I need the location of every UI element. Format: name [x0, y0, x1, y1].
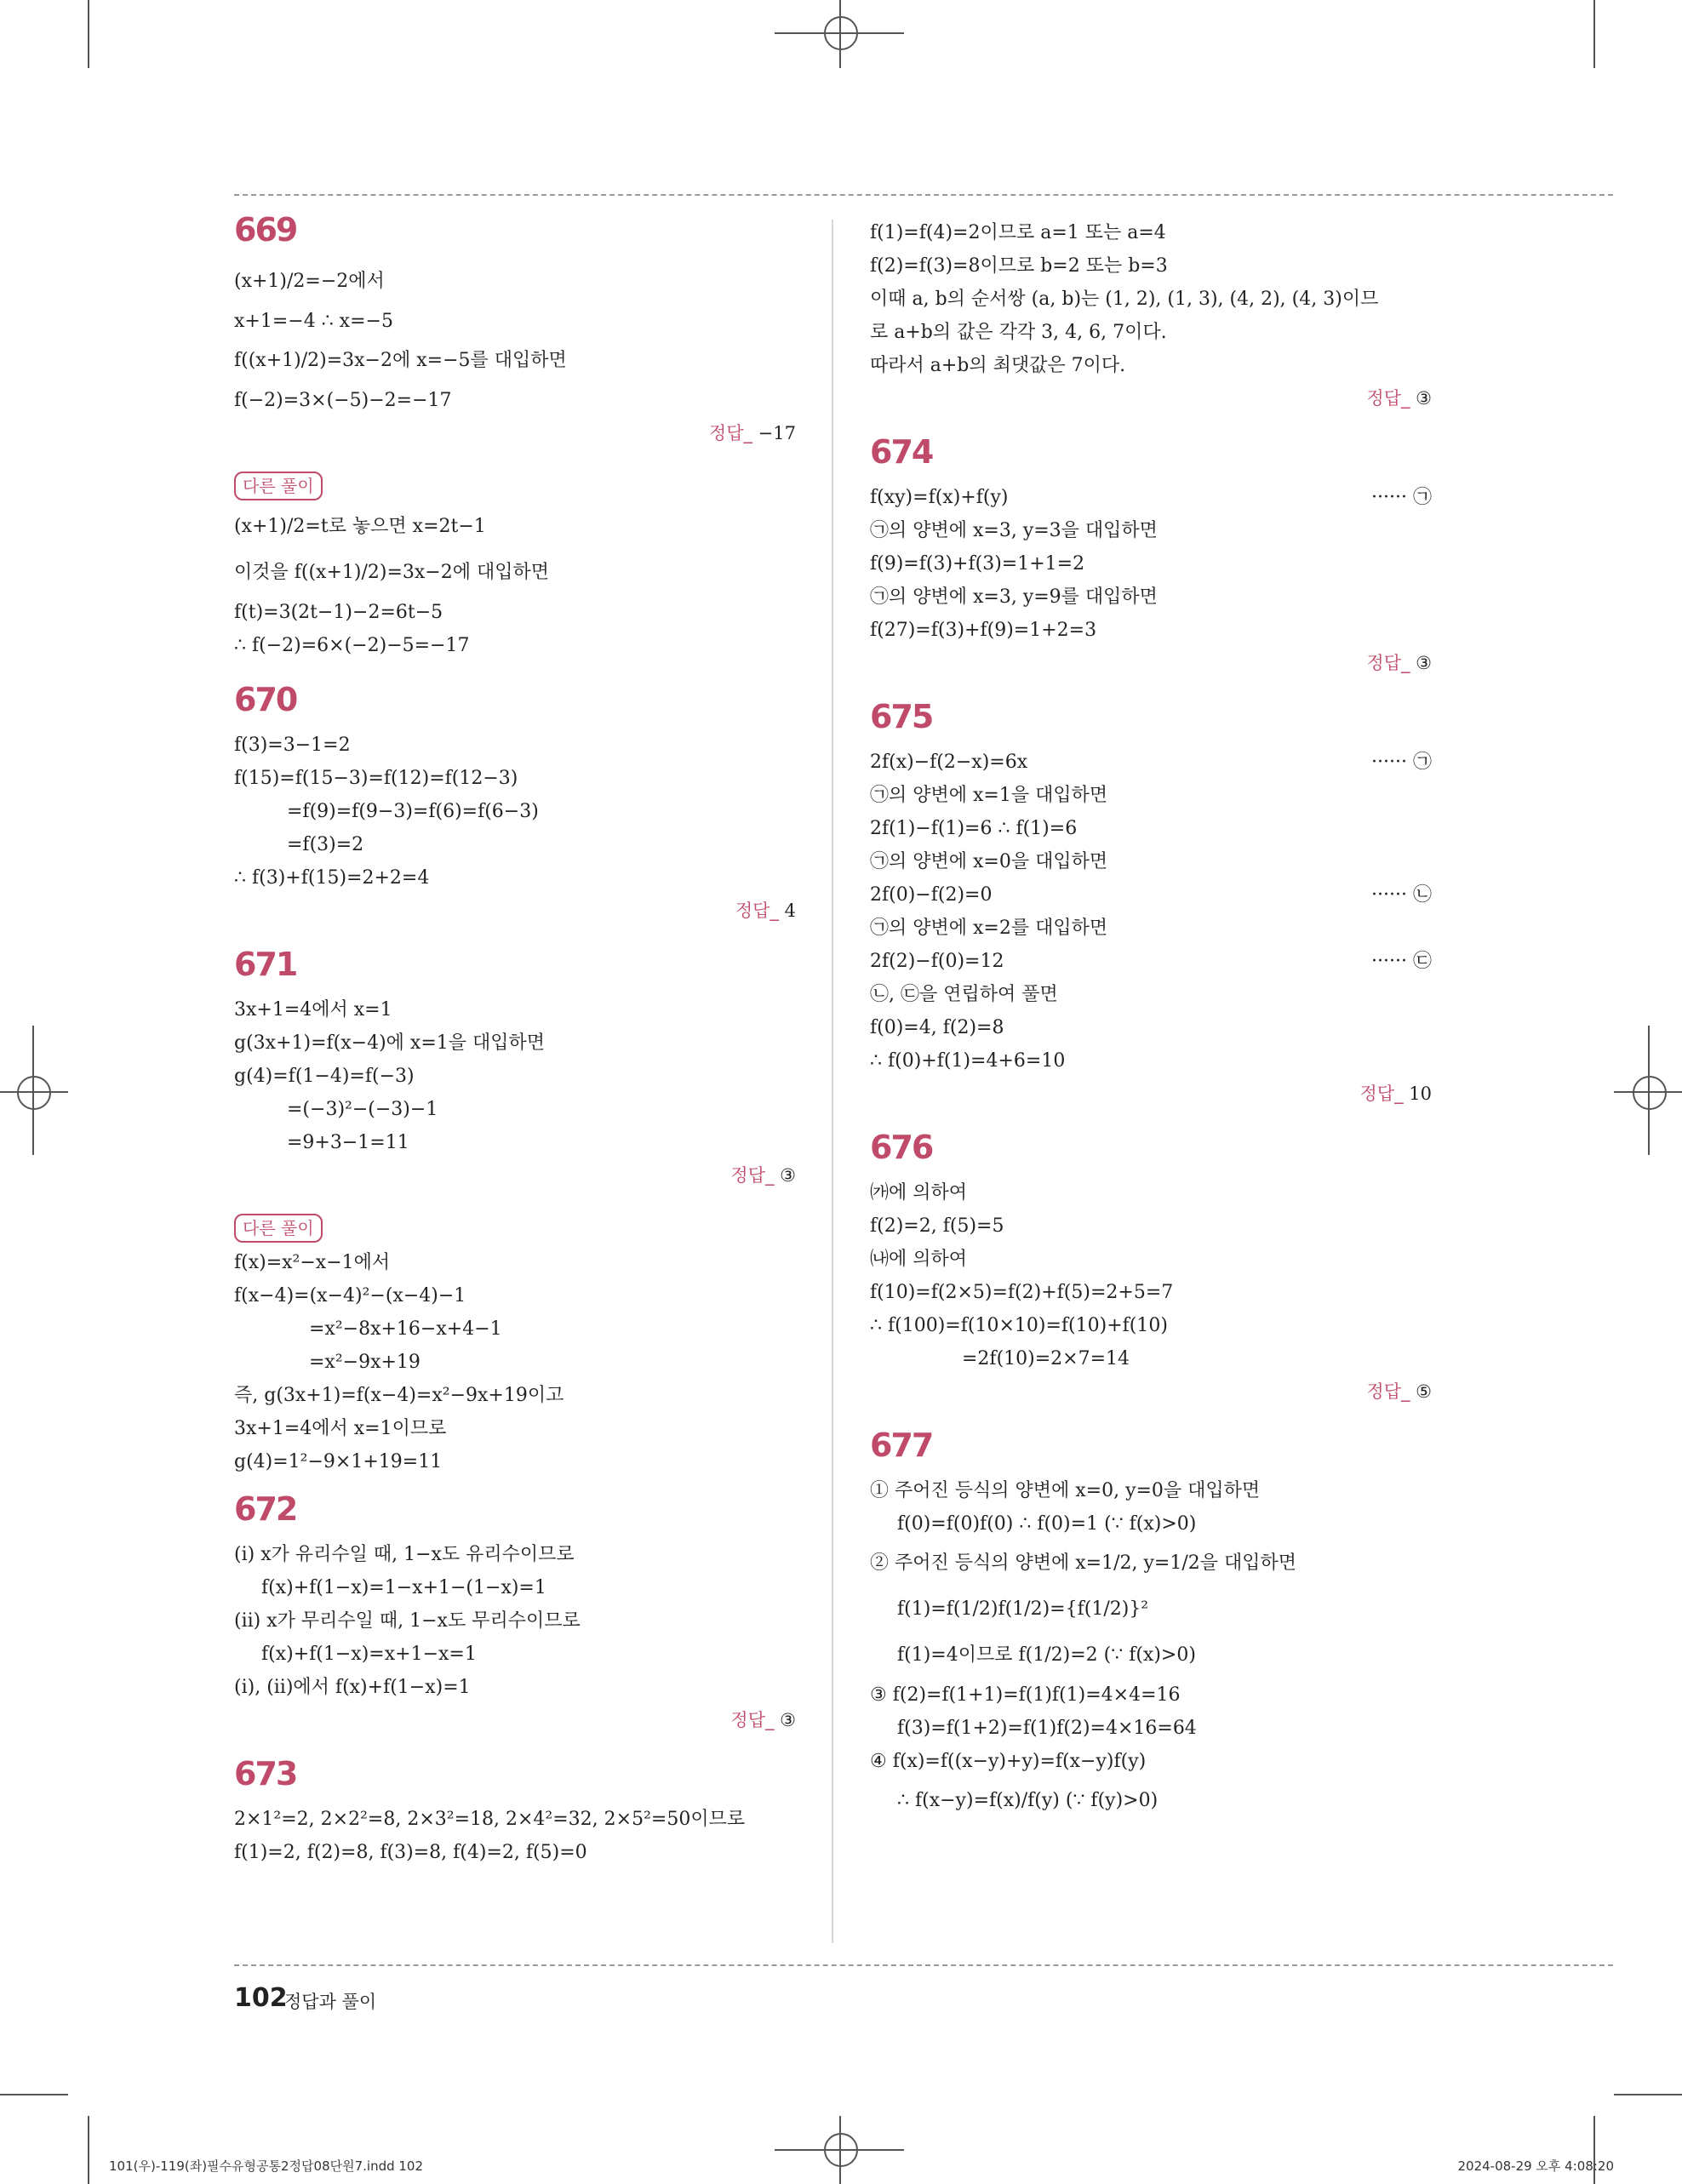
- problem-number: 672: [234, 1490, 297, 1528]
- solution-line: =x²−8x+16−x+4−1: [309, 1318, 502, 1340]
- answer-label: 정답_: [730, 1710, 775, 1730]
- answer-label: 정답_: [1366, 1381, 1410, 1402]
- crop-mark: [88, 0, 89, 68]
- page-number: 102: [234, 1983, 288, 2013]
- solution-line: 따라서 a+b의 최댓값은 7이다.: [870, 355, 1126, 376]
- answer-label: 정답_: [1366, 388, 1410, 409]
- top-divider: [234, 194, 1613, 196]
- solution-line: f(27)=f(3)+f(9)=1+2=3: [870, 620, 1097, 641]
- solution-line: 이때 a, b의 순서쌍 (a, b)는 (1, 2), (1, 3), (4, 2), (4, 3)이므: [870, 289, 1379, 310]
- solution-line: [870, 481, 1432, 514]
- answer-label: 정답_: [730, 1165, 775, 1186]
- solution-line: =f(9)=f(9−3)=f(6)=f(6−3): [287, 801, 539, 822]
- solution-line: (ⅱ) x가 무리수일 때, 1−x도 무리수이므로: [234, 1610, 581, 1632]
- solution-line: f(−2)=3×(−5)−2=−17: [234, 390, 452, 411]
- right-column: [870, 216, 1432, 1824]
- solution-line: ㈎에 의하여: [870, 1182, 968, 1203]
- solution-line: f((x+1)/2)=3x−2에 x=−5를 대입하면: [234, 350, 567, 371]
- column-divider: [832, 220, 833, 1943]
- problem-number: 676: [870, 1129, 933, 1166]
- alt-solution-badge: 다른 풀이: [234, 1214, 323, 1243]
- answer: [234, 895, 796, 927]
- answer: [870, 1375, 1432, 1408]
- solution-line: 2f(1)−f(1)=6 ∴ f(1)=6: [870, 818, 1078, 839]
- solution-line: 3x+1=4에서 x=1이므로: [234, 1418, 447, 1439]
- solution-line: f(x)+f(1−x)=x+1−x=1: [261, 1644, 477, 1665]
- solution-line: f(1)=2, f(2)=8, f(3)=8, f(4)=2, f(5)=0: [234, 1842, 587, 1863]
- crop-mark: [88, 2116, 89, 2184]
- alt-solution-badge: 다른 풀이: [234, 472, 323, 500]
- registration-circle-icon: [824, 16, 858, 50]
- solution-line: ∴ f(3)+f(15)=2+2=4: [234, 867, 430, 889]
- answer-label: 정답_: [1359, 1083, 1404, 1104]
- answer-value: 10: [1409, 1083, 1432, 1104]
- solution-line: [870, 945, 1432, 978]
- solution-line: f(x)=x²−x−1에서: [234, 1252, 391, 1273]
- solution-line: =x²−9x+19: [309, 1352, 420, 1373]
- solution-line: g(4)=1²−9×1+19=11: [234, 1451, 443, 1472]
- solution-line: ∴ f(0)+f(1)=4+6=10: [870, 1050, 1066, 1072]
- answer: [870, 382, 1432, 415]
- problem-number: 677: [870, 1426, 933, 1464]
- solution-line: x+1=−4 ∴ x=−5: [234, 311, 393, 332]
- solution-line: ③ f(2)=f(1+1)=f(1)f(1)=4×4=16: [870, 1684, 1181, 1706]
- solution-line: g(3x+1)=f(x−4)에 x=1을 대입하면: [234, 1032, 546, 1054]
- solution-line: f(2)=2, f(5)=5: [870, 1215, 1004, 1237]
- answer: [234, 1159, 796, 1192]
- solution-line: f(1)=4이므로 f(1/2)=2 (∵ f(x)>0): [897, 1644, 1196, 1666]
- answer-label: 정답_: [1366, 653, 1410, 673]
- solution-line: f(2)=f(3)=8이므로 b=2 또는 b=3: [870, 255, 1168, 277]
- solution-line: ∴ f(−2)=6×(−2)−5=−17: [234, 635, 470, 656]
- solution-line: ㉠의 양변에 x=2를 대입하면: [870, 918, 1108, 939]
- equation: 2f(2)−f(0)=12: [870, 951, 1004, 972]
- answer-value: ③: [1416, 388, 1432, 409]
- bottom-divider: [234, 1964, 1613, 1966]
- answer: [870, 647, 1432, 679]
- solution-line: =(−3)²−(−3)−1: [287, 1099, 438, 1120]
- solution-line: (x+1)/2=t로 놓으면 x=2t−1: [234, 516, 486, 537]
- equation: 2f(x)−f(2−x)=6x: [870, 752, 1028, 773]
- answer: [234, 1704, 796, 1736]
- solution-line: ㈏에 의하여: [870, 1249, 968, 1270]
- crop-mark: [0, 2094, 68, 2095]
- answer-label: 정답_: [735, 900, 779, 921]
- solution-line: f(x−4)=(x−4)²−(x−4)−1: [234, 1285, 466, 1306]
- equation-marker: ······ ㉠: [1371, 752, 1432, 773]
- solution-line: 즉, g(3x+1)=f(x−4)=x²−9x+19이고: [234, 1385, 564, 1406]
- answer-value: ⑤: [1416, 1381, 1432, 1402]
- solution-line: 3x+1=4에서 x=1: [234, 999, 392, 1021]
- answer-value: ③: [780, 1710, 796, 1730]
- problem-number: 673: [234, 1755, 297, 1792]
- solution-line: f(0)=4, f(2)=8: [870, 1017, 1004, 1038]
- solution-line: (ⅰ), (ⅱ)에서 f(x)+f(1−x)=1: [234, 1677, 471, 1698]
- problem-number: 675: [870, 698, 933, 735]
- timestamp-slug: 2024-08-29 오후 4:08:20: [1457, 2158, 1614, 2174]
- file-slug: 101(우)-119(좌)필수유형공통2정답08단원7.indd 102: [109, 2158, 424, 2174]
- problem-number: 669: [234, 211, 297, 249]
- answer-value: −17: [758, 423, 796, 443]
- answer-label: 정답_: [708, 423, 752, 443]
- solution-line: (ⅰ) x가 유리수일 때, 1−x도 유리수이므로: [234, 1544, 575, 1565]
- equation-marker: ······ ㉠: [1371, 487, 1432, 508]
- problem-number: 671: [234, 946, 297, 983]
- answer-value: ③: [780, 1165, 796, 1186]
- registration-circle-icon: [1633, 1076, 1667, 1110]
- solution-line: =f(3)=2: [287, 834, 364, 855]
- answer: [234, 417, 796, 449]
- answer: [870, 1078, 1432, 1110]
- answer-value: 4: [784, 900, 796, 921]
- solution-line: f(10)=f(2×5)=f(2)+f(5)=2+5=7: [870, 1282, 1174, 1303]
- solution-line: f(1)=f(1/2)f(1/2)={f(1/2)}²: [897, 1598, 1149, 1620]
- solution-line: f(0)=f(0)f(0) ∴ f(0)=1 (∵ f(x)>0): [897, 1513, 1197, 1535]
- solution-line: ㉠의 양변에 x=3, y=9를 대입하면: [870, 586, 1158, 608]
- solution-line: f(9)=f(3)+f(3)=1+1=2: [870, 553, 1085, 575]
- solution-line: ㉠의 양변에 x=3, y=3을 대입하면: [870, 520, 1158, 541]
- solution-line: ∴ f(100)=f(10×10)=f(10)+f(10): [870, 1315, 1168, 1336]
- left-column: [234, 204, 796, 1869]
- equation-marker: ······ ㉢: [1371, 951, 1432, 972]
- equation: 2f(0)−f(2)=0: [870, 884, 993, 906]
- solution-line: f(15)=f(15−3)=f(12)=f(12−3): [234, 768, 518, 789]
- solution-line: (x+1)/2=−2에서: [234, 271, 385, 292]
- solution-line: 로 a+b의 값은 각각 3, 4, 6, 7이다.: [870, 322, 1167, 343]
- solution-line: ㉠의 양변에 x=1을 대입하면: [870, 785, 1108, 806]
- solution-line: f(3)=3−1=2: [234, 735, 351, 756]
- registration-circle-icon: [17, 1076, 51, 1110]
- solution-line: f(1)=f(4)=2이므로 a=1 또는 a=4: [870, 222, 1166, 243]
- section-title: 정답과 풀이: [284, 1992, 377, 2012]
- solution-line: ④ f(x)=f((x−y)+y)=f(x−y)f(y): [870, 1751, 1147, 1772]
- solution-line: =9+3−1=11: [287, 1132, 409, 1153]
- problem-number: 674: [870, 433, 933, 471]
- crop-mark: [1593, 0, 1595, 68]
- problem-number: 670: [234, 681, 297, 718]
- solution-line: 이것을 f((x+1)/2)=3x−2에 대입하면: [234, 562, 549, 583]
- solution-line: g(4)=f(1−4)=f(−3): [234, 1066, 415, 1087]
- solution-line: ㉠의 양변에 x=0을 대입하면: [870, 851, 1108, 872]
- solution-line: ① 주어진 등식의 양변에 x=0, y=0을 대입하면: [870, 1480, 1261, 1501]
- solution-line: 2×1²=2, 2×2²=8, 2×3²=18, 2×4²=32, 2×5²=50이므로: [234, 1809, 746, 1830]
- solution-line: ㉡, ㉢을 연립하여 풀면: [870, 984, 1058, 1005]
- crop-mark: [1614, 2094, 1682, 2095]
- solution-line: =2f(10)=2×7=14: [962, 1348, 1130, 1369]
- solution-line: f(3)=f(1+2)=f(1)f(2)=4×16=64: [897, 1718, 1197, 1739]
- answer-value: ③: [1416, 653, 1432, 673]
- equation-marker: ······ ㉡: [1371, 884, 1432, 906]
- solution-line: f(x)+f(1−x)=1−x+1−(1−x)=1: [261, 1577, 546, 1598]
- solution-line: f(t)=3(2t−1)−2=6t−5: [234, 602, 443, 623]
- solution-line: [870, 878, 1432, 912]
- solution-line: [870, 746, 1432, 779]
- registration-circle-icon: [824, 2133, 858, 2167]
- solution-line: ∴ f(x−y)=f(x)/f(y) (∵ f(y)>0): [897, 1790, 1159, 1811]
- solution-line: ② 주어진 등식의 양변에 x=1/2, y=1/2을 대입하면: [870, 1552, 1296, 1574]
- equation: f(xy)=f(x)+f(y): [870, 487, 1009, 508]
